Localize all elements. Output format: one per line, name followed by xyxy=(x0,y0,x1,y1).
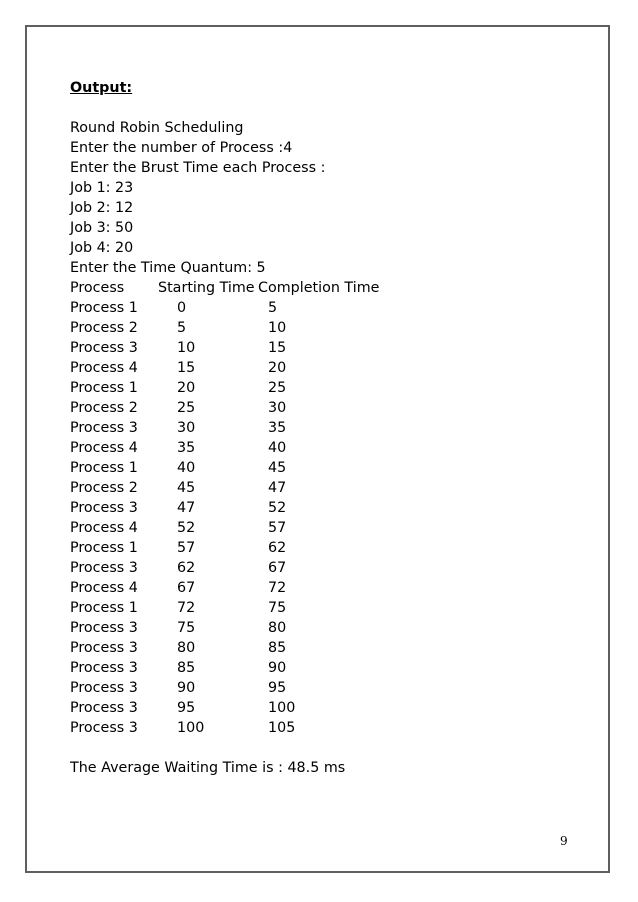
process-cell: Process 3 xyxy=(70,340,138,356)
completion-time-cell: 95 xyxy=(268,680,287,696)
starting-time-cell: 47 xyxy=(177,500,196,516)
table-row xyxy=(70,398,590,418)
starting-time-cell: 52 xyxy=(177,520,196,536)
average-waiting-time-line: The Average Waiting Time is : 48.5 ms xyxy=(70,760,346,776)
starting-time-cell: 10 xyxy=(177,340,196,356)
process-cell: Process 1 xyxy=(70,380,138,396)
completion-time-cell: 30 xyxy=(268,400,287,416)
table-row xyxy=(70,598,590,618)
process-cell: Process 2 xyxy=(70,320,138,336)
starting-time-cell: 100 xyxy=(177,720,205,736)
time-quantum-line: Enter the Time Quantum: 5 xyxy=(70,260,266,276)
completion-time-cell: 67 xyxy=(268,560,287,576)
starting-time-cell: 30 xyxy=(177,420,196,436)
process-cell: Process 4 xyxy=(70,520,138,536)
process-cell: Process 3 xyxy=(70,660,138,676)
process-cell: Process 4 xyxy=(70,580,138,596)
process-cell: Process 3 xyxy=(70,640,138,656)
completion-time-cell: 62 xyxy=(268,540,287,556)
completion-time-cell: 72 xyxy=(268,580,287,596)
process-cell: Process 1 xyxy=(70,300,138,316)
starting-time-cell: 20 xyxy=(177,380,196,396)
completion-time-cell: 5 xyxy=(268,300,278,316)
program-title-line: Round Robin Scheduling xyxy=(70,120,244,136)
job-3-line: Job 3: 50 xyxy=(70,220,134,236)
table-row xyxy=(70,498,590,518)
starting-time-cell: 67 xyxy=(177,580,196,596)
process-cell: Process 2 xyxy=(70,480,138,496)
process-cell: Process 3 xyxy=(70,420,138,436)
completion-time-cell: 47 xyxy=(268,480,287,496)
process-cell: Process 4 xyxy=(70,360,138,376)
starting-time-cell: 85 xyxy=(177,660,196,676)
table-row xyxy=(70,698,590,718)
process-cell: Process 3 xyxy=(70,680,138,696)
table-row xyxy=(70,418,590,438)
starting-time-cell: 62 xyxy=(177,560,196,576)
table-row xyxy=(70,338,590,358)
spacer xyxy=(70,98,590,118)
table-row xyxy=(70,478,590,498)
table-header xyxy=(70,278,590,298)
completion-time-cell: 90 xyxy=(268,660,287,676)
table-row xyxy=(70,718,590,738)
completion-time-cell: 20 xyxy=(268,360,287,376)
process-count-line: Enter the number of Process :4 xyxy=(70,140,293,156)
output-heading: Output: xyxy=(70,80,133,96)
starting-time-cell: 90 xyxy=(177,680,196,696)
table-row xyxy=(70,558,590,578)
completion-time-cell: 100 xyxy=(268,700,296,716)
starting-time-cell: 95 xyxy=(177,700,196,716)
table-row xyxy=(70,638,590,658)
starting-time-cell: 5 xyxy=(177,320,187,336)
starting-time-cell: 75 xyxy=(177,620,196,636)
starting-time-cell: 0 xyxy=(177,300,187,316)
table-row xyxy=(70,538,590,558)
completion-time-cell: 15 xyxy=(268,340,287,356)
starting-time-cell: 40 xyxy=(177,460,196,476)
process-cell: Process 3 xyxy=(70,720,138,736)
completion-time-cell: 25 xyxy=(268,380,287,396)
table-row xyxy=(70,618,590,638)
process-cell: Process 3 xyxy=(70,560,138,576)
starting-time-cell: 80 xyxy=(177,640,196,656)
completion-time-cell: 57 xyxy=(268,520,287,536)
table-row xyxy=(70,378,590,398)
burst-prompt-line: Enter the Brust Time each Process : xyxy=(70,160,326,176)
completion-time-cell: 75 xyxy=(268,600,287,616)
table-row xyxy=(70,658,590,678)
process-cell: Process 1 xyxy=(70,540,138,556)
completion-time-cell: 52 xyxy=(268,500,287,516)
process-cell: Process 3 xyxy=(70,620,138,636)
header-completion-time: Completion Time xyxy=(258,280,380,296)
schedule-table-body xyxy=(70,298,590,738)
page-number: 9 xyxy=(560,834,568,848)
table-row xyxy=(70,298,590,318)
table-row xyxy=(70,518,590,538)
process-cell: Process 4 xyxy=(70,440,138,456)
completion-time-cell: 105 xyxy=(268,720,296,736)
completion-time-cell: 45 xyxy=(268,460,287,476)
table-row xyxy=(70,458,590,478)
starting-time-cell: 45 xyxy=(177,480,196,496)
completion-time-cell: 35 xyxy=(268,420,287,436)
job-2-line: Job 2: 12 xyxy=(70,200,134,216)
job-1-line: Job 1: 23 xyxy=(70,180,134,196)
table-row xyxy=(70,678,590,698)
completion-time-cell: 85 xyxy=(268,640,287,656)
job-4-line: Job 4: 20 xyxy=(70,240,134,256)
table-row xyxy=(70,438,590,458)
process-cell: Process 2 xyxy=(70,400,138,416)
output-content xyxy=(70,78,590,778)
starting-time-cell: 15 xyxy=(177,360,196,376)
header-process: Process xyxy=(70,280,125,296)
starting-time-cell: 57 xyxy=(177,540,196,556)
table-row xyxy=(70,358,590,378)
spacer xyxy=(70,738,590,758)
completion-time-cell: 80 xyxy=(268,620,287,636)
process-cell: Process 3 xyxy=(70,700,138,716)
starting-time-cell: 72 xyxy=(177,600,196,616)
process-cell: Process 1 xyxy=(70,460,138,476)
process-cell: Process 3 xyxy=(70,500,138,516)
table-row xyxy=(70,318,590,338)
process-cell: Process 1 xyxy=(70,600,138,616)
starting-time-cell: 35 xyxy=(177,440,196,456)
header-starting-time: Starting Time xyxy=(158,280,255,296)
starting-time-cell: 25 xyxy=(177,400,196,416)
table-row xyxy=(70,578,590,598)
completion-time-cell: 40 xyxy=(268,440,287,456)
completion-time-cell: 10 xyxy=(268,320,287,336)
